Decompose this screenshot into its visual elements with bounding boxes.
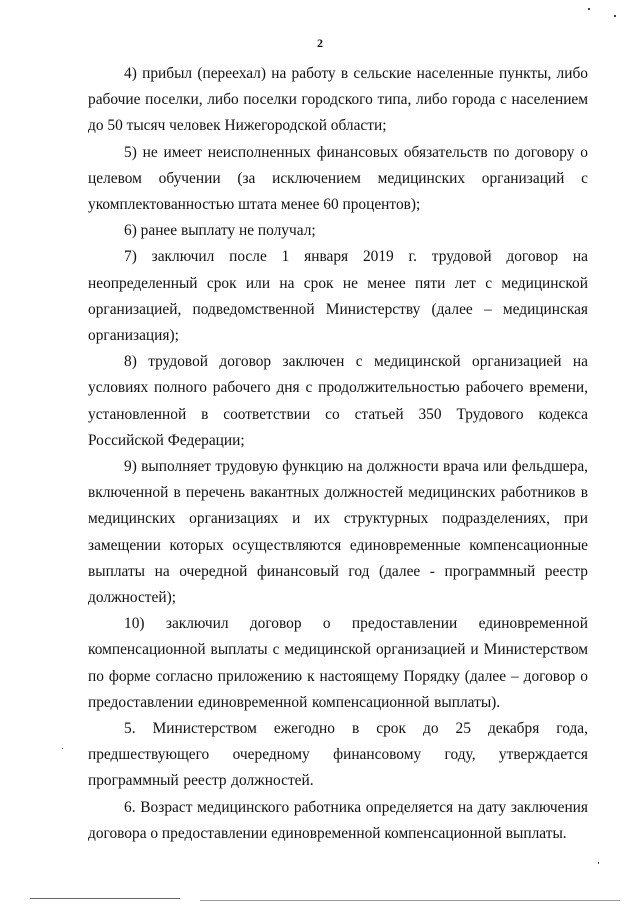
- scan-speck: [614, 15, 616, 17]
- scan-bottom-edge: [30, 898, 180, 899]
- paragraph-clause-6: 6. Возраст медицинского работника определяется на дату заключения договора о предоставлении единовременной компенсационной выплаты.: [88, 798, 588, 842]
- paragraph-item-5: 5) не имеет неисполненных финансовых обязательств по договору о целевом обучении (за исключением медицинских организаций с укомплектованностью штата менее 60 процентов);: [88, 143, 588, 214]
- scan-speck: [62, 748, 63, 749]
- paragraph-item-10: 10) заключил договор о предоставлении единовременной компенсационной выплаты с медицинской организацией и Министерством по форме согласно приложению к настоящему Порядку (далее – договор о предоставлении единовременной компенсационной выплаты).: [88, 615, 588, 711]
- paragraph-item-8: 8) трудовой договор заключен с медицинской организацией на условиях полного рабочего дня с продолжительностью рабочего времени, установленной в соответствии со статьей 350 Трудового кодекса Российской Федерации;: [88, 353, 588, 449]
- scan-bottom-edge: [200, 900, 620, 901]
- scan-speck: [588, 8, 590, 10]
- page-number: 2: [317, 36, 323, 50]
- paragraph-item-7: 7) заключил после 1 января 2019 г. трудовой договор на неопределенный срок или на срок не менее пяти лет с медицинской организацией, подведомственной Министерству (далее – медицинская организация);: [88, 248, 588, 345]
- paragraph-clause-5: 5. Министерством ежегодно в срок до 25 декабря года, предшествующего очередному финансовому году, утверждается программный реестр должностей.: [88, 720, 588, 790]
- document-body: [88, 61, 588, 847]
- paragraph-item-9: 9) выполняет трудовую функцию на должности врача или фельдшера, включенной в перечень вакантных должностей медицинских работников в медицинских организациях и их структурных подразделениях, при замещении которых осуществляются единовременные компенсационные выплаты на очередной финансовый год (далее - программный реестр должностей);: [88, 458, 588, 607]
- paragraph-item-4: 4) прибыл (переехал) на работу в сельские населенные пункты, либо рабочие поселки, либо поселки городского типа, либо города с населением до 50 тысяч человек Нижегородской области;: [88, 65, 588, 135]
- scan-speck: [598, 862, 599, 864]
- paragraph-item-6: 6) ранее выплату не получал;: [124, 222, 316, 240]
